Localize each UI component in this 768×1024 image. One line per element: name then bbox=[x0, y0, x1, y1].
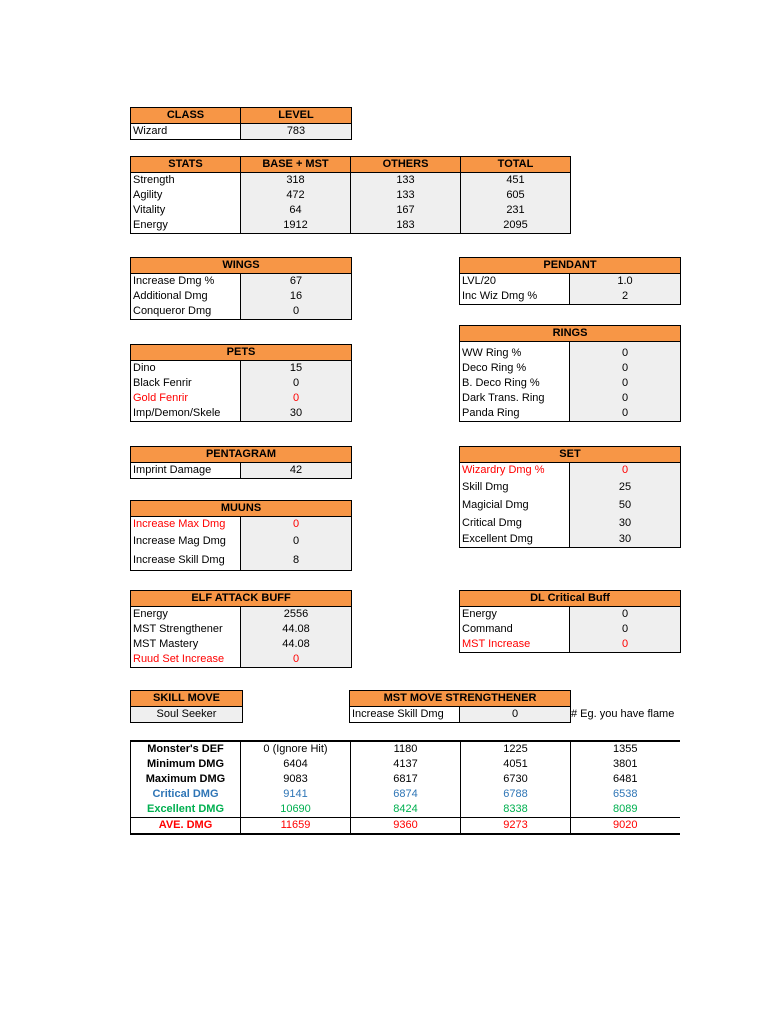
wings-title: WINGS bbox=[131, 258, 352, 274]
elf-buff-label: MST Mastery bbox=[131, 637, 241, 652]
stats-table bbox=[130, 156, 571, 234]
skill-move-title: SKILL MOVE bbox=[131, 691, 243, 707]
header-stats: STATS bbox=[131, 157, 241, 173]
set-label: Excellent Dmg bbox=[460, 532, 570, 548]
pentagram-label: Imprint Damage bbox=[131, 463, 241, 479]
rings-label: Deco Ring % bbox=[460, 361, 570, 376]
dl-buff-label: MST Increase bbox=[460, 637, 570, 653]
stat-others[interactable]: 167 bbox=[351, 203, 461, 218]
results-cell: 6730 bbox=[461, 772, 571, 787]
results-cell: 9141 bbox=[241, 787, 351, 802]
pets-table bbox=[130, 344, 352, 422]
results-cell: 6788 bbox=[461, 787, 571, 802]
results-cell[interactable]: 1225 bbox=[461, 741, 571, 757]
stat-total: 231 bbox=[461, 203, 571, 218]
set-value[interactable]: 50 bbox=[570, 496, 681, 514]
pentagram-value[interactable]: 42 bbox=[241, 463, 352, 479]
stat-base[interactable]: 64 bbox=[241, 203, 351, 218]
elf-buff-value[interactable]: 44.08 bbox=[241, 637, 352, 652]
muuns-label: Increase Skill Dmg bbox=[131, 550, 241, 571]
rings-label: Panda Ring bbox=[460, 406, 570, 422]
muuns-value[interactable]: 0 bbox=[241, 517, 352, 533]
stat-total: 605 bbox=[461, 188, 571, 203]
results-row-def bbox=[131, 741, 680, 757]
header-base-mst: BASE + MST bbox=[241, 157, 351, 173]
pendant-label: LVL/20 bbox=[460, 274, 570, 290]
stat-others[interactable]: 183 bbox=[351, 218, 461, 234]
dl-buff-value[interactable]: 0 bbox=[570, 637, 681, 653]
stat-label: Agility bbox=[131, 188, 241, 203]
results-cell: 9083 bbox=[241, 772, 351, 787]
dl-buff-table bbox=[459, 590, 681, 653]
results-row-min bbox=[131, 757, 680, 772]
results-row-average bbox=[131, 818, 680, 835]
muuns-label: Increase Max Dmg bbox=[131, 517, 241, 533]
pendant-value[interactable]: 1.0 bbox=[570, 274, 681, 290]
header-total: TOTAL bbox=[461, 157, 571, 173]
wings-label: Increase Dmg % bbox=[131, 274, 241, 290]
dl-buff-label: Command bbox=[460, 622, 570, 637]
wings-value[interactable]: 16 bbox=[241, 289, 352, 304]
results-cell[interactable]: 1355 bbox=[571, 741, 680, 757]
pendant-title: PENDANT bbox=[460, 258, 681, 274]
pets-label: Gold Fenrir bbox=[131, 391, 241, 406]
results-cell: 11659 bbox=[241, 818, 351, 835]
results-cell[interactable]: 0 (Ignore Hit) bbox=[241, 741, 351, 757]
pets-value[interactable]: 0 bbox=[241, 391, 352, 406]
results-cell: 3801 bbox=[571, 757, 680, 772]
results-row-critical bbox=[131, 787, 680, 802]
results-label: Excellent DMG bbox=[131, 802, 241, 818]
level-value[interactable]: 783 bbox=[241, 124, 352, 140]
muuns-value[interactable]: 0 bbox=[241, 532, 352, 550]
stat-row-vitality bbox=[131, 203, 571, 218]
rings-value[interactable]: 0 bbox=[570, 406, 681, 422]
stat-others[interactable]: 133 bbox=[351, 173, 461, 189]
results-cell: 10690 bbox=[241, 802, 351, 818]
wings-value[interactable]: 0 bbox=[241, 304, 352, 320]
class-value[interactable]: Wizard bbox=[131, 124, 241, 140]
results-cell: 9360 bbox=[351, 818, 461, 835]
set-value[interactable]: 0 bbox=[570, 463, 681, 479]
results-cell: 6817 bbox=[351, 772, 461, 787]
results-row-excellent bbox=[131, 802, 680, 818]
rings-title: RINGS bbox=[460, 326, 681, 342]
mst-move-title: MST MOVE STRENGTHENER bbox=[350, 691, 571, 707]
results-cell: 6404 bbox=[241, 757, 351, 772]
pets-value[interactable]: 15 bbox=[241, 361, 352, 377]
stat-label: Vitality bbox=[131, 203, 241, 218]
stat-total: 451 bbox=[461, 173, 571, 189]
set-label: Skill Dmg bbox=[460, 478, 570, 496]
results-table bbox=[130, 740, 680, 835]
set-value[interactable]: 25 bbox=[570, 478, 681, 496]
elf-buff-value[interactable]: 2556 bbox=[241, 607, 352, 623]
stat-total: 2095 bbox=[461, 218, 571, 234]
mst-move-label: Increase Skill Dmg bbox=[350, 707, 460, 723]
results-label: Minimum DMG bbox=[131, 757, 241, 772]
elf-buff-title: ELF ATTACK BUFF bbox=[131, 591, 352, 607]
results-label: Monster's DEF bbox=[131, 741, 241, 757]
elf-buff-value[interactable]: 0 bbox=[241, 652, 352, 668]
results-cell: 6874 bbox=[351, 787, 461, 802]
wings-value[interactable]: 67 bbox=[241, 274, 352, 290]
rings-table bbox=[459, 325, 681, 422]
skill-move-value[interactable]: Soul Seeker bbox=[131, 707, 243, 723]
pets-label: Black Fenrir bbox=[131, 376, 241, 391]
set-value[interactable]: 30 bbox=[570, 532, 681, 548]
stat-base[interactable]: 318 bbox=[241, 173, 351, 189]
stat-base[interactable]: 472 bbox=[241, 188, 351, 203]
rings-label: WW Ring % bbox=[460, 346, 570, 361]
dl-buff-value[interactable]: 0 bbox=[570, 622, 681, 637]
wings-table bbox=[130, 257, 352, 320]
results-cell: 8089 bbox=[571, 802, 680, 818]
results-cell: 9273 bbox=[461, 818, 571, 835]
wings-label: Additional Dmg bbox=[131, 289, 241, 304]
results-cell: 4051 bbox=[461, 757, 571, 772]
results-label: Critical DMG bbox=[131, 787, 241, 802]
mst-move-value[interactable]: 0 bbox=[460, 707, 571, 723]
elf-buff-value[interactable]: 44.08 bbox=[241, 622, 352, 637]
set-title: SET bbox=[460, 447, 681, 463]
skill-move-table bbox=[130, 690, 243, 723]
stat-row-agility bbox=[131, 188, 571, 203]
set-value[interactable]: 30 bbox=[570, 514, 681, 532]
pentagram-table bbox=[130, 446, 352, 479]
elf-buff-label: Ruud Set Increase bbox=[131, 652, 241, 668]
pets-value[interactable]: 0 bbox=[241, 376, 352, 391]
elf-buff-label: Energy bbox=[131, 607, 241, 623]
results-label: AVE. DMG bbox=[131, 818, 241, 835]
dl-buff-title: DL Critical Buff bbox=[460, 591, 681, 607]
results-cell[interactable]: 1180 bbox=[351, 741, 461, 757]
results-cell: 6538 bbox=[571, 787, 680, 802]
pets-value[interactable]: 30 bbox=[241, 406, 352, 422]
stat-base[interactable]: 1912 bbox=[241, 218, 351, 234]
stat-others[interactable]: 133 bbox=[351, 188, 461, 203]
muuns-title: MUUNS bbox=[131, 501, 352, 517]
stat-row-strength bbox=[131, 173, 571, 189]
class-table bbox=[130, 107, 352, 140]
pentagram-title: PENTAGRAM bbox=[131, 447, 352, 463]
set-label: Magicial Dmg bbox=[460, 496, 570, 514]
dl-buff-label: Energy bbox=[460, 607, 570, 623]
set-table bbox=[459, 446, 681, 548]
elf-buff-label: MST Strengthener bbox=[131, 622, 241, 637]
muuns-label: Increase Mag Dmg bbox=[131, 532, 241, 550]
muuns-table bbox=[130, 500, 352, 571]
pendant-value[interactable]: 2 bbox=[570, 289, 681, 305]
set-label: Critical Dmg bbox=[460, 514, 570, 532]
stat-label: Strength bbox=[131, 173, 241, 189]
dl-buff-value[interactable]: 0 bbox=[570, 607, 681, 623]
results-cell: 8338 bbox=[461, 802, 571, 818]
results-cell: 4137 bbox=[351, 757, 461, 772]
rings-value[interactable]: 0 bbox=[570, 361, 681, 376]
header-class: CLASS bbox=[131, 108, 241, 124]
stat-label: Energy bbox=[131, 218, 241, 234]
pets-label: Dino bbox=[131, 361, 241, 377]
wings-label: Conqueror Dmg bbox=[131, 304, 241, 320]
stat-row-energy bbox=[131, 218, 571, 234]
set-label: Wizardry Dmg % bbox=[460, 463, 570, 479]
pendant-table bbox=[459, 257, 681, 305]
results-row-max bbox=[131, 772, 680, 787]
results-cell: 8424 bbox=[351, 802, 461, 818]
header-others: OTHERS bbox=[351, 157, 461, 173]
rings-label: Dark Trans. Ring bbox=[460, 391, 570, 406]
pendant-label: Inc Wiz Dmg % bbox=[460, 289, 570, 305]
rings-value[interactable]: 0 bbox=[570, 346, 681, 361]
muuns-value[interactable]: 8 bbox=[241, 550, 352, 571]
mst-move-note: # Eg. you have flame bbox=[571, 708, 675, 720]
pets-label: Imp/Demon/Skele bbox=[131, 406, 241, 422]
rings-value[interactable]: 0 bbox=[570, 376, 681, 391]
header-level: LEVEL bbox=[241, 108, 352, 124]
mst-move-table bbox=[349, 690, 571, 723]
pets-title: PETS bbox=[131, 345, 352, 361]
results-cell: 9020 bbox=[571, 818, 680, 835]
elf-buff-table bbox=[130, 590, 352, 668]
rings-value[interactable]: 0 bbox=[570, 391, 681, 406]
rings-label: B. Deco Ring % bbox=[460, 376, 570, 391]
results-label: Maximum DMG bbox=[131, 772, 241, 787]
results-cell: 6481 bbox=[571, 772, 680, 787]
